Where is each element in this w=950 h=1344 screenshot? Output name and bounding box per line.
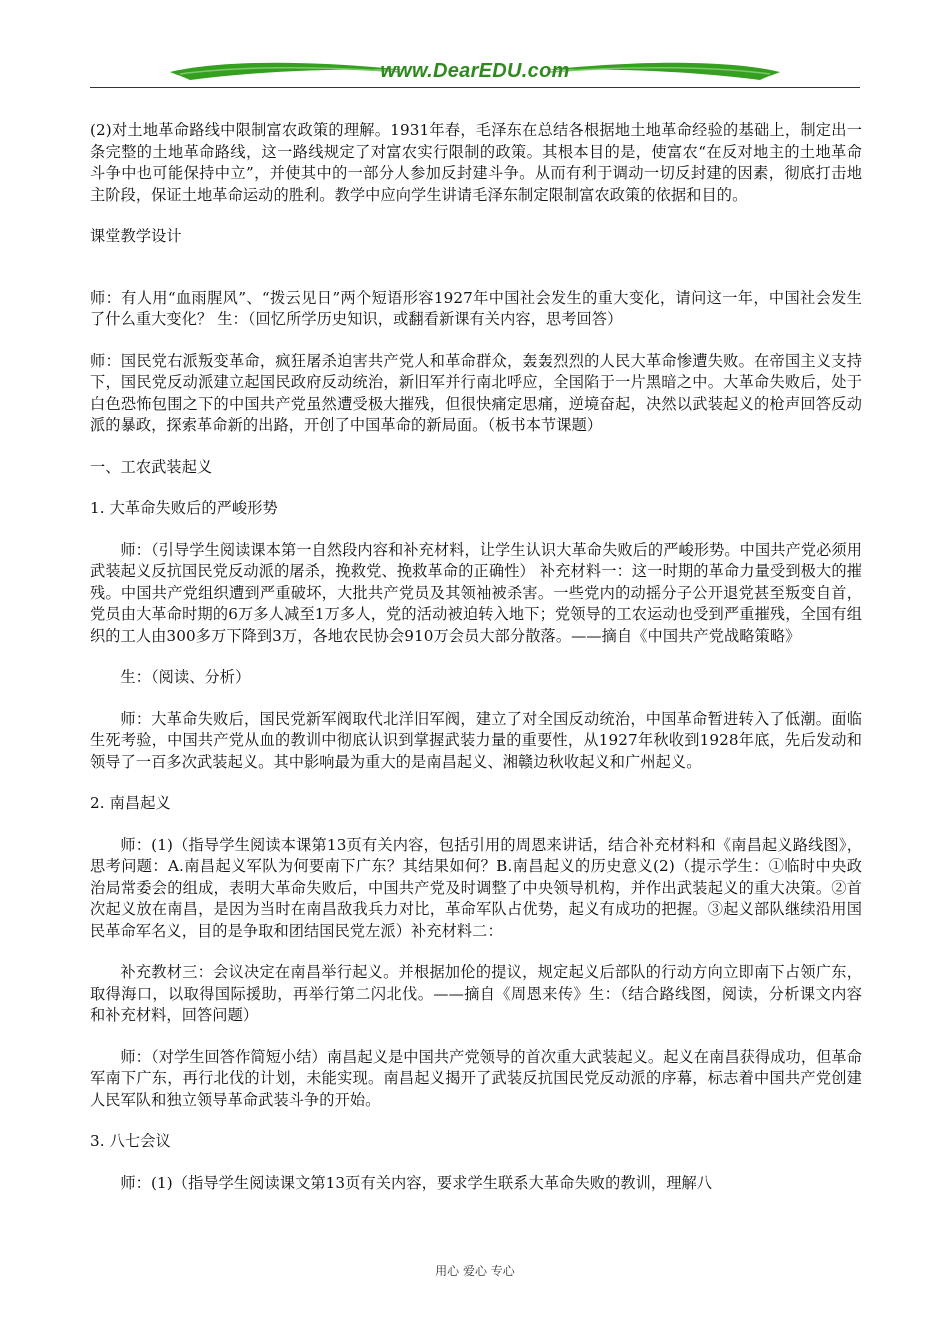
paragraph-august-seventh-guidance: 师：(1)（指导学生阅读课文第13页有关内容，要求学生联系大革命失败的教训，理解八	[120, 1173, 713, 1192]
paragraph-teacher-kmt-betrayal: 师：国民党右派叛变革命，疯狂屠杀迫害共产党人和革命群众，轰轰烈烈的人民大革命惨遭失败。在帝国主义支持下，国民党反动派建立起国民政府反动统治，新旧军并行南北呼应，全国陷于一片黑暗之中。大革命失败后，处于白色恐怖包围之下的中国共产党虽然遭受极大摧残，但很快痛定思痛，逆境奋起，决然以武装起义的枪声回答反动派的暴政，探索革命新的出路，开创了中国革命的新局面。（板书本节课题）	[90, 351, 862, 434]
header-divider	[90, 87, 860, 88]
heading-august-seventh-meeting: 3. 八七会议	[90, 1132, 171, 1150]
site-logo-text[interactable]: www.DearEDU.com	[380, 60, 570, 82]
heading-armed-uprisings: 一、工农武装起义	[90, 457, 213, 476]
paragraph-rich-peasant-policy: (2)对土地革命路线中限制富农政策的理解。1931年春，毛泽东在总结各根据地土地革命经验的基础上，制定出一条完整的土地革命路线，这一路线规定了对富农实行限制的政策。其根本目的是，使富农“在反对地主的土地革命斗争中也可能保持中立”，并使其中的一部分人参加反封建斗争。从而有利于调动一切反封建的因素，彻底打击地主阶段，保证土地革命运动的胜利。教学中应向学生讲请毛泽东制定限制富农政策的依据和目的。	[90, 121, 862, 204]
page-header	[90, 58, 860, 98]
paragraph-nanchang-summary: 师：（对学生回答作简短小结）南昌起义是中国共产党领导的首次重大武装起义。起义在南昌获得成功，但革命军南下广东，再行北伐的计划，未能实现。南昌起义揭开了武装反抗国民党反动派的序幕，标志着中国共产党创建人民军队和独立领导革命武装斗争的开始。	[90, 1047, 862, 1109]
paragraph-teacher-question-1927: 师：有人用“血雨腥风”、“拨云见日”两个短语形容1927年中国社会发生的重大变化，请问这一年，中国社会发生了什么重大变化？ 生：（回忆所学历史知识，或翻看新课有关内容，思考回答）	[90, 288, 862, 328]
document-body	[90, 120, 862, 1214]
page-footer: 用心 爱心 专心	[435, 1264, 515, 1278]
heading-nanchang-uprising: 2. 南昌起义	[90, 794, 171, 812]
paragraph-supplement-material-3: 补充教材三：会议决定在南昌举行起义。并根据加伦的提议，规定起义后部队的行动方向立即南下占领广东，取得海口，以取得国际援助，再举行第二闪北伐。——摘自《周恩来传》生：（结合路线图，阅读，分析课文内容和补充材料，回答问题）	[90, 963, 862, 1024]
paragraph-nanchang-guidance: 师：(1)（指导学生阅读本课第13页有关内容，包括引用的周恩来讲话，结合补充材料和《南昌起义路线图》，思考问题：A.南昌起义军队为何要南下广东？其结果如何？B.南昌起义的历史意义(2)（提示学生：①临时中央政治局常委会的组成，表明大革命失败后，中国共产党及时调整了中央领导机构，并作出武装起义的重大决策。②首次起义放在南昌，是因为当时在南昌敌我兵力对比，革命军队占优势，起义有成功的把握。③起义部队继续沿用国民革命军名义，目的是争取和团结国民党左派）补充材料二：	[90, 835, 862, 940]
paragraph-supplement-material-1: 师：（引导学生阅读课本第一自然段内容和补充材料，让学生认识大革命失败后的严峻形势。中国共产党必须用武装起义反抗国民党反动派的屠杀，挽救党、挽救革命的正确性） 补充材料一：这一时期的革命力量受到极大的摧残。中国共产党组织遭到严重破坏，大批共产党员及其领袖被杀害。一些党内的动摇分子公开退党甚至叛变自首，党员由大革命时期的6万多人减至1万多人，党的活动被迫转入地下；党领导的工农运动也受到严重摧残，全国有组织的工人由300多万下降到3万，各地农民协会910万会员大部分散落。——摘自《中国共产党战略策略》	[90, 540, 862, 645]
paragraph-revolution-low-tide: 师：大革命失败后，国民党新军阀取代北洋旧军阀，建立了对全国反动统治，中国革命暂进转入了低潮。面临生死考验，中国共产党从血的教训中彻底认识到掌握武装力量的重要性，从1927年秋收到1928年底，先后发动和领导了一百多次武装起义。其中影响最为重大的是南昌起义、湘赣边秋收起义和广州起义。	[90, 709, 862, 771]
heading-severe-situation: 1. 大革命失败后的严峻形势	[90, 499, 278, 517]
paragraph-student-reading: 生：（阅读、分析）	[120, 668, 251, 686]
section-title-classroom-design: 课堂教学设计	[90, 227, 182, 245]
